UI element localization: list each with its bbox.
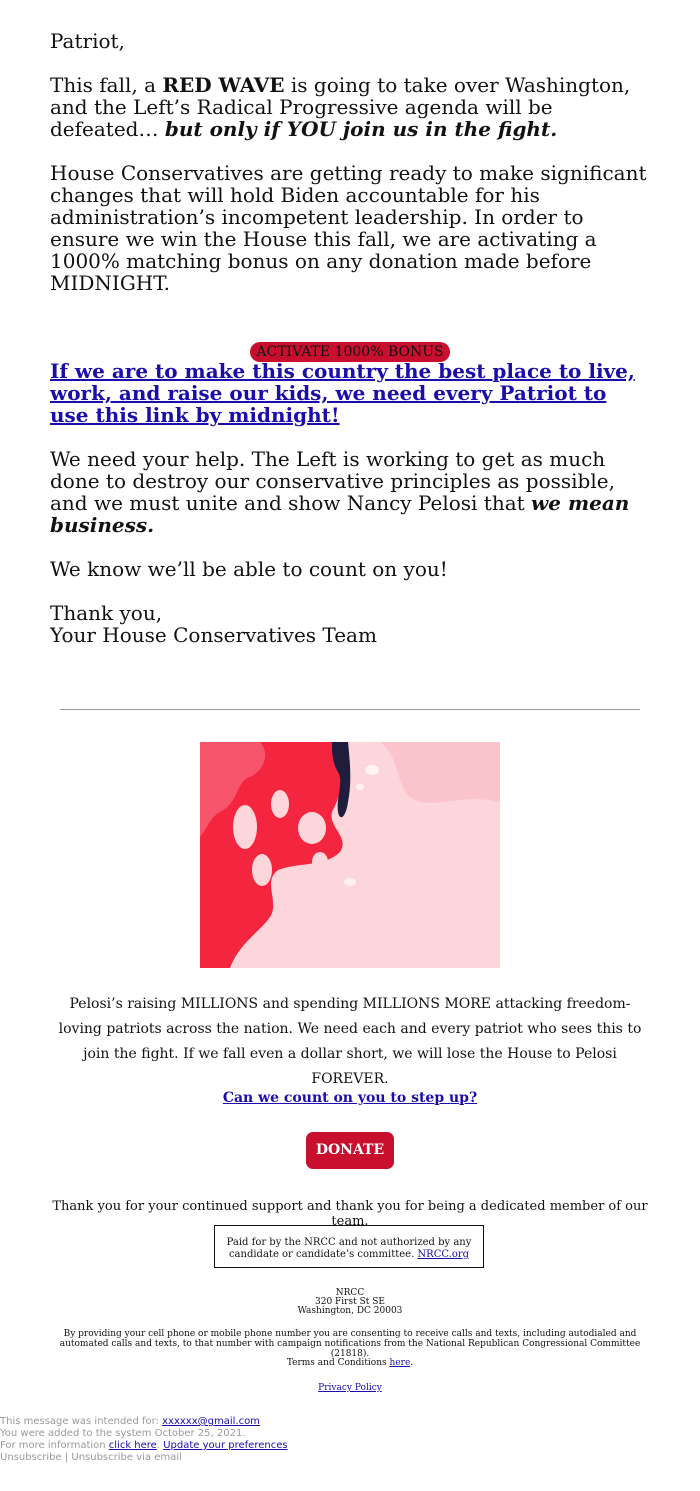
art-blob-1 [233,805,257,849]
divider [60,709,640,710]
art-blob-3 [298,812,326,844]
cta-wrapper [50,338,650,360]
red-wave-emphasis: RED WAVE [162,73,285,97]
signoff-team: Your House Conservatives Team [50,623,377,647]
paragraph-matching-bonus: House Conservatives are getting ready to make significant changes that will hold Biden accountable for his administration’s incompetent leadership. In order to ensure we win the House this fall, we are activating a 1000% matching bonus on any donation made before MIDNIGHT. [50,161,647,295]
mailing-address [50,1289,650,1316]
art-bubble-2 [356,784,364,790]
red-wave-illustration [200,742,500,968]
paid-for-text: Paid for by the NRCC and not authorized by any candidate or candidate’s committee. [226,1237,472,1260]
art-bubble-3 [344,878,356,886]
recipient-email-link[interactable]: xxxxxx@gmail.com [162,1416,260,1427]
letter-body [50,30,650,646]
terms-line [50,1358,650,1368]
intended-label: This message was intended for: [0,1416,163,1427]
art-blob-4 [252,854,272,886]
click-here-link[interactable]: click here [108,1440,157,1451]
art-blob-7 [276,925,294,939]
more-info-line [0,1440,288,1452]
unsubscribe-line[interactable]: Unsubscribe | Unsubscribe via email [0,1452,182,1463]
city-state-zip: Washington, DC 20003 [297,1306,403,1316]
p1-text-middle: is going to take over Washington, and the Left’s Radical Progressive agenda will be defeated… [50,73,631,141]
mean-business-emphasis: we mean business. [50,491,630,537]
privacy-policy-link[interactable]: Privacy Policy [318,1383,382,1393]
terms-period: . [410,1358,414,1368]
intended-for-line [0,1416,288,1428]
paid-for-disclaimer [214,1225,484,1268]
donate-button[interactable]: DONATE [306,1132,394,1169]
appeal-text: Pelosi’s raising MILLIONS and spending MILLIONS MORE attacking freedom-loving patriots across the nation. We need each and every patriot who sees this to join the fight. If we fall even a dollar short, we will lose the House to Pelosi FOREVER. [58,996,642,1087]
terms-label: Terms and Conditions [286,1358,390,1368]
more-info-label: For more information [0,1440,109,1451]
street-address: 320 First St SE [315,1297,385,1307]
paragraph-count-on-you: We know we’ll be able to count on you! [50,557,448,581]
footer-separator: . [156,1440,164,1451]
privacy-line [50,1383,650,1393]
art-bubble-1 [365,765,379,775]
terms-link[interactable]: here [389,1358,411,1368]
nrcc-link[interactable]: NRCC.org [417,1249,470,1260]
p1-text-start: This fall, a [50,73,163,97]
step-up-link[interactable]: Can we count on you to step up? [222,1090,478,1106]
paragraph-need-help [50,448,650,536]
count-link-wrapper [50,1090,650,1106]
added-line: You were added to the system October 25, 2021. [0,1428,246,1439]
art-blob-2 [271,790,289,818]
update-preferences-link[interactable]: Update your preferences [163,1440,288,1451]
org-name: NRCC [335,1288,365,1298]
join-fight-emphasis: but only if YOU join us in the fight. [164,117,558,141]
art-blob-5 [282,882,318,902]
art-blob-6 [312,852,328,872]
thanks-text: Thank you for your continued support and thank you for being a dedicated member of our team. [52,1199,648,1229]
sms-consent-text: By providing your cell phone or mobile phone number you are consenting to receive calls and texts, including autodialed and automated calls and texts, to that number with campaign notifications from the National Republican Congressional Committee (21818). [59,1329,641,1359]
p3-text: We need your help. The Left is working to get as much done to destroy our conservative principles as possible, and we must unite and show Nancy Pelosi that [50,447,615,515]
activate-bonus-button[interactable]: ACTIVATE 1000% BONUS [250,342,449,362]
paragraph-red-wave [50,74,650,140]
greeting: Patriot, [50,29,125,53]
signoff-thank-you: Thank you, [50,601,163,625]
midnight-link[interactable]: If we are to make this country the best place to live, work, and raise our kids, we need every Patriot to use this link by midnight! [50,359,635,427]
email-footer [0,1416,288,1464]
